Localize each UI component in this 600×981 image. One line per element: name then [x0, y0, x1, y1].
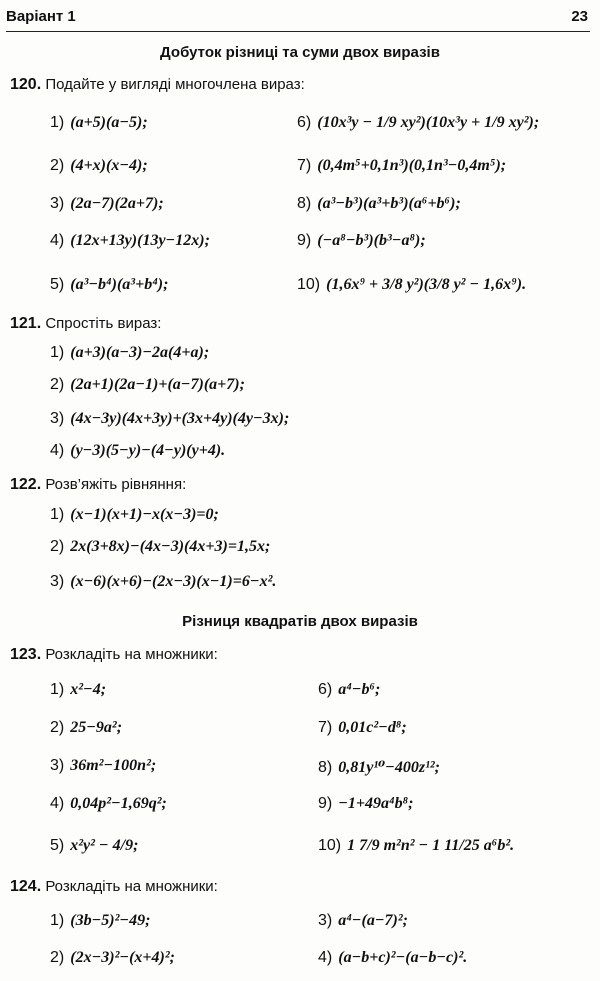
item-number: 8) — [297, 195, 312, 212]
item-expression: (a−b+c)²−(a−b−c)². — [338, 949, 468, 966]
item-number: 1) — [50, 912, 65, 929]
list-item — [50, 114, 148, 132]
item-number: 1) — [50, 344, 65, 361]
item-expression: 1 7/9 m²n² − 1 11/25 a⁶b². — [347, 837, 515, 854]
running-head — [6, 6, 588, 28]
item-expression: (4x−3y)(4x+3y)+(3x+4y)(4y−3x); — [70, 410, 290, 427]
list-item — [50, 344, 209, 362]
item-expression: 2x(3+8x)−(4x−3)(4x+3)=1,5x; — [70, 538, 271, 555]
variant-label: Варіант 1 — [6, 8, 76, 25]
item-expression: (10x³y − 1/9 xy²)(10x³y + 1/9 xy²); — [317, 114, 540, 131]
item-expression: (2a+1)(2a−1)+(a−7)(a+7); — [70, 376, 245, 393]
exercise-number: 123. — [10, 646, 42, 663]
list-item — [297, 232, 426, 250]
exercise-heading — [10, 646, 218, 664]
list-item — [50, 949, 175, 967]
item-expression: 25−9a²; — [70, 719, 123, 736]
list-item — [297, 114, 539, 132]
item-expression: (x−6)(x+6)−(2x−3)(x−1)=6−x². — [70, 573, 277, 590]
item-number: 9) — [297, 232, 312, 249]
item-number: 1) — [50, 506, 65, 523]
list-item — [50, 195, 164, 213]
item-number: 2) — [50, 949, 65, 966]
exercise-number: 124. — [10, 878, 42, 895]
header-rule — [6, 31, 590, 32]
item-expression: −1+49a⁴b⁸; — [338, 795, 414, 812]
item-number: 7) — [297, 157, 312, 174]
item-expression: (x−1)(x+1)−x(x−3)=0; — [70, 506, 219, 523]
item-number: 2) — [50, 157, 65, 174]
item-expression: 0,81y¹⁰−400z¹²; — [338, 759, 440, 776]
item-number: 5) — [50, 837, 65, 854]
item-expression: x²−4; — [70, 681, 107, 698]
item-expression: (2a−7)(2a+7); — [70, 195, 164, 212]
item-number: 6) — [297, 114, 312, 131]
item-number: 10) — [297, 276, 321, 293]
list-item — [318, 949, 467, 967]
exercise-number: 122. — [10, 476, 42, 493]
list-item — [50, 757, 156, 775]
item-number: 6) — [318, 681, 333, 698]
exercise-heading — [10, 315, 161, 333]
exercise-heading — [10, 76, 305, 94]
item-number: 3) — [50, 573, 65, 590]
item-number: 2) — [50, 719, 65, 736]
exercise-number: 121. — [10, 315, 42, 332]
list-item — [50, 276, 168, 294]
item-number: 1) — [50, 681, 65, 698]
exercise-instruction: Розкладіть на множники: — [45, 878, 218, 895]
list-item — [297, 157, 506, 175]
list-item — [318, 912, 408, 930]
list-item — [50, 410, 289, 428]
exercise-number: 120. — [10, 76, 42, 93]
item-number: 10) — [318, 837, 342, 854]
item-expression: (a³−b³)(a³+b³)(a⁶+b⁶); — [317, 195, 461, 212]
item-number: 5) — [50, 276, 65, 293]
list-item — [50, 506, 219, 524]
list-item — [318, 757, 440, 777]
item-number: 1) — [50, 114, 65, 131]
item-expression: (3b−5)²−49; — [70, 912, 151, 929]
list-item — [50, 157, 148, 175]
item-expression: (a+3)(a−3)−2a(4+a); — [70, 344, 210, 361]
item-number: 3) — [50, 195, 65, 212]
exercise-heading — [10, 878, 218, 896]
item-expression: 0,04p²−1,69q²; — [70, 795, 167, 812]
item-number: 9) — [318, 795, 333, 812]
item-number: 3) — [50, 410, 65, 427]
item-expression: (y−3)(5−y)−(4−y)(y+4). — [70, 442, 226, 459]
list-item — [297, 195, 461, 213]
list-item — [50, 442, 225, 460]
item-expression: 0,01c²−d⁸; — [338, 719, 407, 736]
exercise-instruction: Подайте у вигляді многочлена вираз: — [45, 76, 305, 93]
list-item — [50, 538, 270, 556]
list-item — [318, 719, 407, 737]
item-number: 4) — [50, 795, 65, 812]
list-item — [50, 573, 276, 591]
item-number: 8) — [318, 759, 333, 776]
item-expression: a⁴−b⁶; — [338, 681, 381, 698]
list-item — [318, 837, 514, 855]
item-expression: (0,4m⁵+0,1n³)(0,1n³−0,4m⁵); — [317, 157, 507, 174]
item-number: 4) — [50, 232, 65, 249]
item-expression: (12x+13y)(13y−12x); — [70, 232, 210, 249]
exercise-heading — [10, 476, 186, 494]
item-expression: 36m²−100n²; — [70, 757, 157, 774]
section-title: Добуток різниці та суми двох виразів — [160, 44, 440, 61]
item-number: 4) — [50, 442, 65, 459]
item-number: 4) — [318, 949, 333, 966]
exercise-instruction: Розв’яжіть рівняння: — [45, 476, 187, 493]
item-expression: (−a⁸−b³)(b³−a⁸); — [317, 232, 426, 249]
exercise-instruction: Розкладіть на множники: — [45, 646, 218, 663]
list-item — [318, 681, 380, 699]
item-expression: (a³−b⁴)(a³+b⁴); — [70, 276, 169, 293]
page-number: 23 — [571, 8, 588, 25]
list-item — [50, 719, 122, 737]
item-expression: (a+5)(a−5); — [70, 114, 148, 131]
list-item — [50, 376, 245, 394]
list-item — [50, 232, 210, 250]
item-expression: (4+x)(x−4); — [70, 157, 148, 174]
list-item — [50, 837, 138, 855]
section-title: Різниця квадратів двох виразів — [182, 613, 418, 630]
item-number: 3) — [318, 912, 333, 929]
item-number: 7) — [318, 719, 333, 736]
list-item — [50, 912, 150, 930]
item-number: 3) — [50, 757, 65, 774]
item-expression: (1,6x⁹ + 3/8 y²)(3/8 y² − 1,6x⁹). — [326, 276, 527, 293]
list-item — [297, 276, 526, 294]
exercise-instruction: Спростіть вираз: — [45, 315, 162, 332]
item-number: 2) — [50, 376, 65, 393]
list-item — [50, 681, 106, 699]
item-number: 2) — [50, 538, 65, 555]
list-item — [50, 795, 167, 813]
item-expression: a⁴−(a−7)²; — [338, 912, 408, 929]
list-item — [318, 795, 414, 813]
item-expression: (2x−3)²−(x+4)²; — [70, 949, 175, 966]
item-expression: x²y² − 4/9; — [70, 837, 139, 854]
